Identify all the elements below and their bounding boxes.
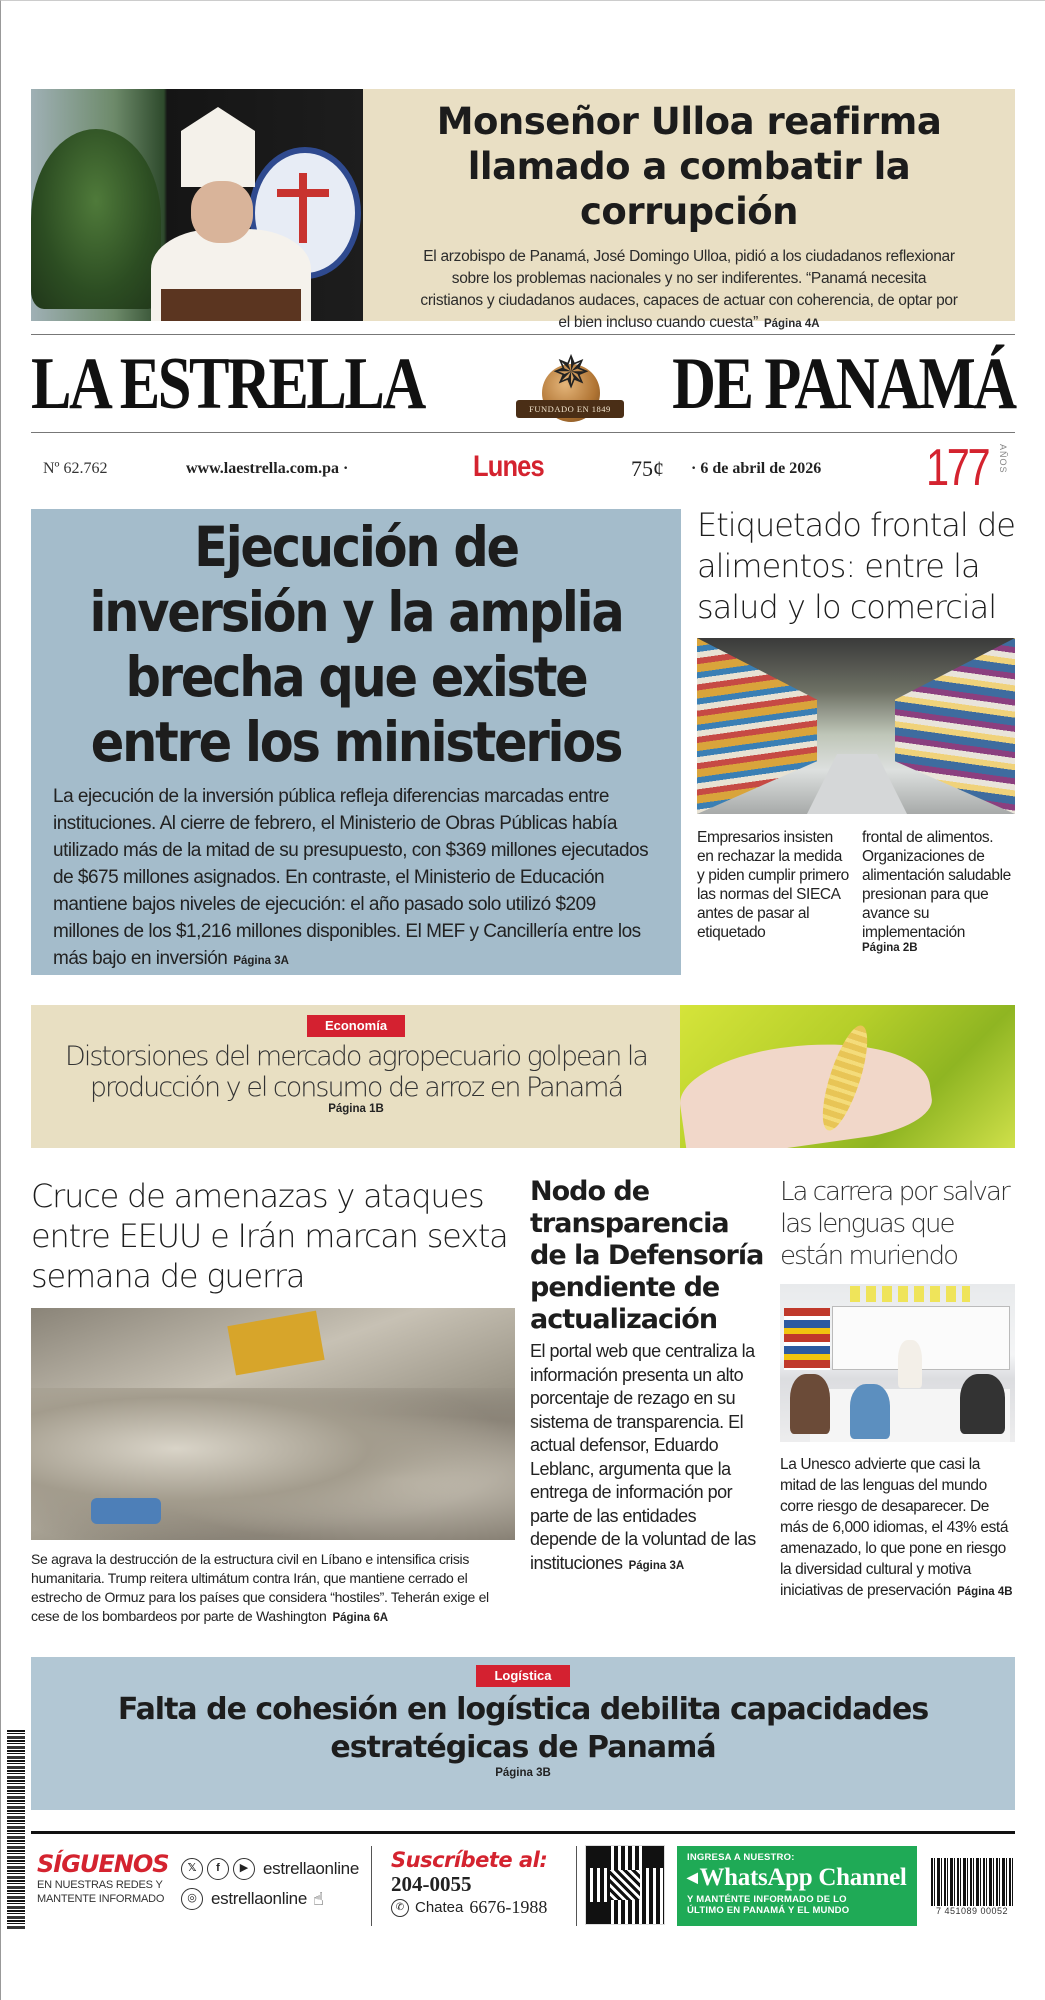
lead-story[interactable]	[31, 509, 681, 975]
economy-text	[31, 1005, 681, 1115]
subscribe-title: Suscríbete al:	[391, 1848, 548, 1872]
shelf-left-graphic	[697, 638, 817, 814]
footer-divider	[371, 1846, 372, 1926]
star-icon: ✵	[551, 346, 591, 398]
issue-date: · 6 de abril de 2026	[691, 460, 822, 477]
whatsapp-bottom-text-1: Y MANTÉNTE INFORMADO DE LO	[687, 1894, 847, 1906]
logistics-story[interactable]	[31, 1657, 1015, 1810]
aisle-floor-graphic	[807, 754, 907, 814]
war-headline[interactable]: Cruce de amenazas y ataques entre EEUU e Irán marcan sexta semana de guerra	[31, 1177, 508, 1295]
lead-page-ref[interactable]: Página 3A	[233, 955, 289, 967]
product-barcode	[931, 1858, 1013, 1920]
food-labeling-page-ref[interactable]: Página 2B	[862, 942, 918, 954]
pointer-hand-icon: ☝	[312, 1888, 324, 1909]
weekday: Lunes	[473, 450, 544, 483]
transparency-body	[530, 1340, 767, 1578]
section-tag-economia[interactable]: Economía	[307, 1015, 405, 1037]
qr-code[interactable]	[586, 1846, 664, 1924]
lead-headline[interactable]: Ejecución de inversión y la amplia brecha que existe entre los ministerios	[89, 515, 623, 774]
follow-title: SÍGUENOS	[37, 1850, 169, 1878]
food-labeling-body	[697, 828, 1015, 954]
war-page-ref[interactable]: Página 6A	[332, 1612, 389, 1624]
founded-ribbon: FUNDADO EN 1849	[516, 400, 624, 418]
war-story[interactable]	[31, 1176, 515, 1628]
teaser-story[interactable]	[31, 89, 1015, 331]
follow-sub2: MANTENTE INFORMADO	[37, 1893, 165, 1905]
side-barcode	[7, 1730, 25, 1930]
barcode-bars	[931, 1858, 1013, 1906]
whatsapp-channel-banner[interactable]	[677, 1846, 917, 1926]
languages-body-text: La Unesco advierte que casi la mitad de las lenguas del mundo corre riesgo de desaparecer. De más de 6,000 idiomas, el 43% está amenazado, lo que pone en riesgo la diversidad cultural y motiva iniciativas de preservación	[780, 1456, 1009, 1599]
follow-sub1: EN NUESTRAS REDES Y	[37, 1879, 163, 1891]
masthead-right: DE PANAMÁ	[672, 343, 1015, 425]
teaser-body-text: El arzobispo de Panamá, José Domingo Ulloa, pidió a los ciudadanos reflexionar sobre los problemas nacionales y no ser indiferentes. “Panamá necesita cristianos y ciudadanos audaces, capaces de actuar con coherencia, de optar por el bien incluso cuando cuesta”	[420, 248, 958, 331]
teaser-text	[363, 89, 1015, 331]
languages-body	[780, 1454, 1015, 1603]
social-handle[interactable]: estrellaonline	[263, 1859, 359, 1878]
social-row-1	[181, 1854, 359, 1884]
logistics-page-ref[interactable]: Página 3B	[495, 1767, 551, 1779]
website-link[interactable]: www.laestrella.com.pa ·	[186, 460, 349, 477]
face-graphic	[191, 181, 253, 243]
languages-story[interactable]	[780, 1176, 1015, 1603]
debris-graphic	[91, 1498, 161, 1524]
transparency-body-text: El portal web que centraliza la información presenta un alto porcentaje de rezago en su sistema de transparencia. El actual defensor, Eduardo Leblanc, argumenta que la entrega de información por parte de las entidades depende de la voluntad de las instituciones	[530, 1341, 756, 1573]
hand-graphic	[680, 1028, 936, 1148]
whatsapp-bottom-text-2: ÚLTIMO EN PANAMÁ Y EL MUNDO	[687, 1905, 850, 1917]
economy-headline[interactable]: Distorsiones del mercado agropecuario golpean la producción y el consumo de arroz en Panamá	[65, 1041, 647, 1103]
whatsapp-channel-label: ◀ WhatsApp Channel	[687, 1863, 907, 1894]
facebook-icon[interactable]: f	[207, 1858, 229, 1880]
social-links	[181, 1854, 359, 1914]
economy-page-ref[interactable]: Página 1B	[328, 1103, 384, 1115]
supermarket-photo	[697, 638, 1015, 814]
food-labeling-story[interactable]	[697, 505, 1015, 954]
transparency-story[interactable]	[530, 1176, 767, 1578]
youtube-icon[interactable]: ▶	[233, 1858, 255, 1880]
archbishop-photo	[31, 89, 363, 321]
lectern-graphic	[161, 289, 301, 321]
food-labeling-col2: frontal de alimentos. Organizaciones de alimentación saludable presionan para que avance su implementación	[862, 829, 1011, 941]
social-handle[interactable]: estrellaonline	[211, 1889, 307, 1908]
subscribe-block	[391, 1848, 547, 1918]
economy-story[interactable]	[31, 1005, 1015, 1148]
instagram-icon[interactable]: ◎	[181, 1888, 203, 1910]
lead-body-text: La ejecución de la inversión pública refleja diferencias marcadas entre instituciones. Al cierre de febrero, el Ministerio de Obras Públicas había utilizado más de la mitad de su presupuesto, con $369 millones ejecutados de $675 millones asignados. En contraste, el Ministerio de Educación mantiene bajos niveles de ejecución: el año pasado solo utilizó $209 millones de los $1,216 millones disponibles. El MEF y Cancillería entre los más bajo en inversión	[53, 786, 649, 969]
food-labeling-headline[interactable]: Etiquetado frontal de alimentos: entre la salud y lo comercial	[697, 506, 1015, 626]
x-icon[interactable]: 𝕏	[181, 1858, 203, 1880]
dateline	[31, 439, 1015, 497]
war-caption-text: Se agrava la destrucción de la estructura civil en Líbano e intensifica crisis humanitaria. Trump reitera ultimátum contra Irán, que mantiene cerrado el estrecho de Ormuz para los países que considera “hostiles”. Teherán exige el cese de los bombardeos por parte de Washington	[31, 1551, 489, 1624]
anniversary-label: AÑOS	[998, 444, 1008, 474]
teaser-headline[interactable]: Monseñor Ulloa reafirma llamado a combatir la corrupción	[436, 100, 942, 233]
chat-number[interactable]: 6676-1988	[469, 1897, 548, 1917]
flags-poster-graphic	[784, 1308, 830, 1370]
whatsapp-phone-icon: ✆	[391, 1899, 409, 1917]
shelf-right-graphic	[895, 638, 1015, 814]
masthead	[31, 343, 1015, 425]
student-graphic	[960, 1374, 1005, 1434]
teaser-body	[419, 246, 959, 335]
student-graphic	[850, 1384, 890, 1439]
barcode-number: 7 451089 00052	[935, 1906, 1009, 1916]
footer-divider	[576, 1846, 577, 1926]
teacher-graphic	[898, 1340, 922, 1388]
war-caption	[31, 1550, 515, 1628]
transparency-page-ref[interactable]: Página 3A	[628, 1559, 685, 1572]
lead-body	[47, 783, 665, 975]
footer-rule	[31, 1831, 1015, 1834]
masthead-left: LA ESTRELLA	[31, 343, 424, 425]
star-emblem-logo	[516, 344, 624, 426]
whatsapp-top-text: INGRESA A NUESTRO:	[687, 1852, 795, 1863]
tree-graphic	[31, 129, 161, 309]
teaser-page-ref[interactable]: Página 4A	[763, 318, 820, 330]
mitre-graphic	[181, 107, 255, 187]
divider	[31, 432, 1015, 433]
food-labeling-col1: Empresarios insisten en rechazar la medida y piden cumplir primero las normas del SIECA antes de pasar al etiquetado	[697, 829, 849, 941]
price: 75¢	[631, 456, 664, 481]
logistics-headline[interactable]: Falta de cohesión en logística debilita capacidades estratégicas de Panamá	[117, 1692, 929, 1765]
issue-number: Nº 62.762	[43, 460, 108, 477]
food-labeling-col2-wrap	[862, 828, 1015, 954]
languages-page-ref[interactable]: Página 4B	[957, 1586, 1013, 1598]
follow-us-block	[37, 1850, 169, 1906]
anniversary-number: 177	[926, 439, 989, 497]
classroom-photo	[780, 1284, 1015, 1442]
social-row-2	[181, 1884, 359, 1914]
transparency-headline[interactable]: Nodo de transparencia de la Defensoría pendiente de actualización	[530, 1176, 764, 1335]
sticky-notes-graphic	[850, 1286, 970, 1302]
rice-field-photo	[680, 1005, 1015, 1148]
chat-line[interactable]	[391, 1897, 547, 1918]
subscribe-phone[interactable]: 204-0055	[391, 1872, 472, 1896]
divider	[31, 334, 1015, 335]
destruction-photo	[31, 1308, 515, 1540]
excavator-graphic	[227, 1311, 324, 1376]
footer	[31, 1840, 1015, 1930]
student-graphic	[790, 1374, 830, 1434]
languages-headline[interactable]: La carrera por salvar las lenguas que están muriendo	[780, 1177, 1009, 1271]
section-tag-logistica[interactable]: Logística	[476, 1665, 569, 1687]
chat-label: Chatea	[415, 1899, 464, 1916]
